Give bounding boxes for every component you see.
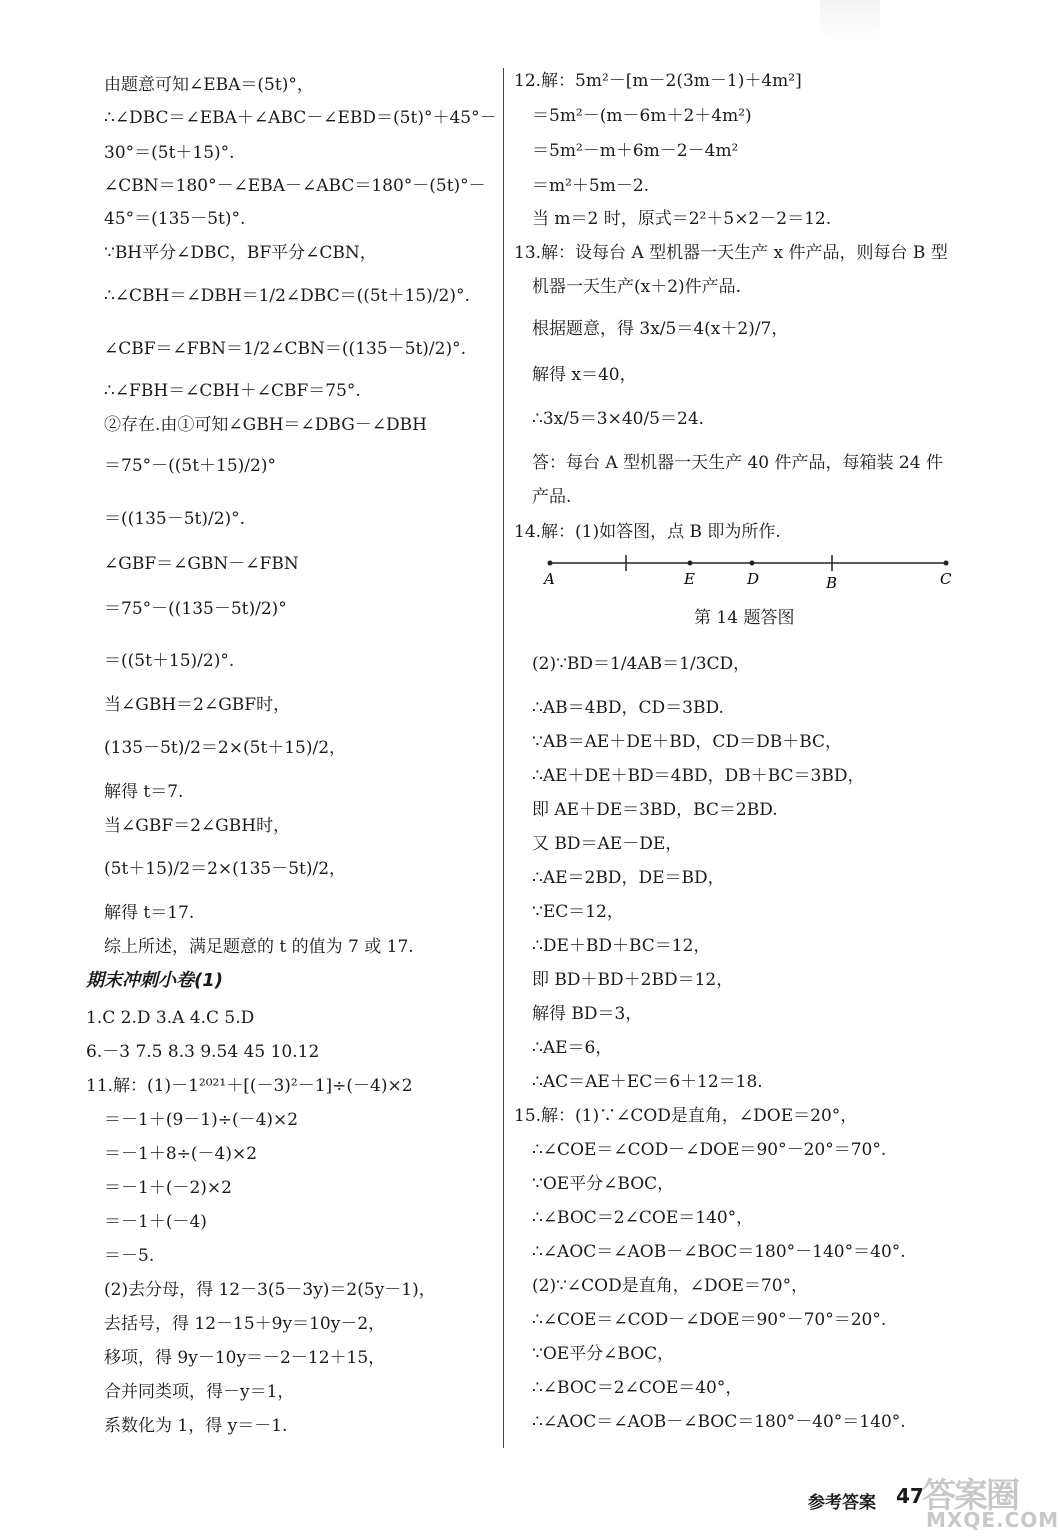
left-solution-line: 11.解：(1)－1²⁰²¹＋[(－3)²－1]÷(－4)×2: [86, 1076, 413, 1096]
right-solution-line: 解得 BD＝3，: [532, 1004, 643, 1024]
left-solution-line: ∴∠DBC＝∠EBA＋∠ABC－∠EBD＝(5t)°＋45°－: [104, 108, 497, 128]
right-solution-line: ∴AB＝4BD，CD＝3BD.: [532, 698, 724, 718]
left-solution-line: (135－5t)/2＝2×(5t＋15)/2，: [104, 738, 347, 758]
right-solution-line: 解得 x＝40，: [532, 365, 637, 385]
left-solution-line: ＝－1＋(－2)×2: [104, 1178, 232, 1198]
left-solution-line: ∴∠CBH＝∠DBH＝1/2∠DBC＝((5t＋15)/2)°.: [104, 286, 470, 306]
right-solution-line: 12.解：5m²－[m－2(3m－1)＋4m²]: [514, 71, 802, 91]
left-solution-line: 当∠GBF＝2∠GBH时，: [104, 816, 291, 836]
right-solution-line: 即 BD＋BD＋2BD＝12，: [532, 970, 734, 990]
left-solution-line: ＝－1＋(9－1)÷(－4)×2: [104, 1110, 299, 1130]
right-solution-line: 15.解：(1)∵∠COD是直角，∠DOE＝20°，: [514, 1106, 858, 1126]
right-solution-line: 答：每台 A 型机器一天生产 40 件产品，每箱装 24 件: [532, 453, 943, 473]
left-solution-line: (5t＋15)/2＝2×(135－5t)/2，: [104, 859, 347, 879]
left-solution-line: 移项，得 9y－10y＝－2－12＋15，: [104, 1348, 386, 1368]
right-solution-line: ＝5m²－m＋6m－2－4m²: [532, 141, 739, 161]
label-e: E: [684, 570, 695, 588]
left-solution-line: ∠CBN＝180°－∠EBA－∠ABC＝180°－(5t)°－: [104, 176, 486, 196]
right-solution-line: ∵OE平分∠BOC，: [532, 1344, 675, 1364]
right-solution-line: ∴AC＝AE＋EC＝6＋12＝18.: [532, 1072, 763, 1092]
right-solution-line: ∴AE＝6，: [532, 1038, 613, 1058]
left-solution-line: ②存在.由①可知∠GBH＝∠DBG－∠DBH: [104, 415, 427, 435]
segment-figure: [514, 540, 954, 610]
left-solution-line: 当∠GBH＝2∠GBF时，: [104, 695, 291, 715]
right-solution-line: (2)∵BD＝1/4AB＝1/3CD，: [532, 654, 751, 674]
right-solution-line: 机器一天生产(x＋2)件产品.: [532, 277, 742, 297]
right-solution-line: ∴∠AOC＝∠AOB－∠BOC＝180°－140°＝40°.: [532, 1242, 906, 1262]
point-a: [548, 561, 553, 566]
right-solution-line: 当 m＝2 时，原式＝2²＋5×2－2＝12.: [532, 209, 832, 229]
right-solution-line: ∵AB＝AE＋DE＋BD，CD＝DB＋BC，: [532, 732, 843, 752]
right-solution-line: ∴∠COE＝∠COD－∠DOE＝90°－70°＝20°.: [532, 1310, 887, 1330]
point-c: [944, 561, 949, 566]
watermark-logo-text: 答案圈: [922, 1476, 1018, 1516]
label-d: D: [747, 570, 760, 588]
point-d: [750, 561, 755, 566]
label-a: A: [544, 570, 555, 588]
right-solution-line: ∴AE＝2BD，DE＝BD，: [532, 868, 725, 888]
left-solution-line: ＝75°－((135－5t)/2)°: [104, 599, 287, 619]
watermark-url: MXQE.COM: [926, 1508, 1059, 1532]
left-solution-line: 45°＝(135－5t)°.: [104, 209, 246, 229]
right-solution-line: ∴DE＋BD＋BC＝12，: [532, 936, 711, 956]
left-solution-line: 由题意可知∠EBA＝(5t)°，: [104, 75, 314, 95]
right-solution-line: 产品.: [532, 487, 572, 507]
left-solution-line: 解得 t＝17.: [104, 903, 195, 923]
left-solution-line: 系数化为 1，得 y＝－1.: [104, 1416, 288, 1436]
left-solution-line: 去括号，得 12－15＋9y＝10y－2，: [104, 1314, 386, 1334]
watermark: [922, 1468, 1059, 1534]
figure-caption: 第 14 题答图: [694, 608, 795, 628]
right-solution-line: ∵EC＝12，: [532, 902, 624, 922]
left-solution-line: 解得 t＝7.: [104, 782, 184, 802]
right-solution-line: ∴AE＋DE＋BD＝4BD，DB＋BC＝3BD，: [532, 766, 865, 786]
left-solution-line: 6.－3 7.5 8.3 9.54 45 10.12: [86, 1042, 320, 1062]
right-solution-line: 13.解：设每台 A 型机器一天生产 x 件产品，则每台 B 型: [514, 243, 948, 263]
page-number: 47: [896, 1484, 924, 1508]
right-solution-line: ∴∠COE＝∠COD－∠DOE＝90°－20°＝70°.: [532, 1140, 887, 1160]
footer-label: 参考答案: [808, 1493, 876, 1513]
right-solution-line: 14.解：(1)如答图，点 B 即为所作.: [514, 522, 781, 542]
point-e: [688, 561, 693, 566]
left-solution-line: ∴∠FBH＝∠CBH＋∠CBF＝75°.: [104, 381, 361, 401]
left-solution-line: (2)去分母，得 12－3(5－3y)＝2(5y－1)，: [104, 1280, 436, 1300]
left-solution-line: ＝－5.: [104, 1246, 155, 1266]
left-solution-line: 1.C 2.D 3.A 4.C 5.D: [86, 1008, 255, 1028]
section-title: 期末冲刺小卷(1): [86, 970, 223, 991]
left-solution-line: 综上所述，满足题意的 t 的值为 7 或 17.: [104, 937, 414, 957]
right-solution-line: ∴3x/5＝3×40/5＝24.: [532, 409, 705, 429]
left-solution-line: ∵BH平分∠DBC，BF平分∠CBN，: [104, 243, 377, 263]
left-solution-line: ＝((5t＋15)/2)°.: [104, 651, 235, 671]
left-solution-line: 合并同类项，得－y＝1，: [104, 1382, 295, 1402]
left-solution-line: ∠GBF＝∠GBN－∠FBN: [104, 554, 299, 574]
label-b: B: [826, 574, 838, 592]
right-solution-line: ＝5m²－(m－6m＋2＋4m²): [532, 106, 752, 126]
left-solution-line: 30°＝(5t＋15)°.: [104, 143, 235, 163]
right-solution-line: ∴∠BOC＝2∠COE＝40°，: [532, 1378, 743, 1398]
scan-mark: [820, 0, 880, 42]
right-solution-line: 即 AE＋DE＝3BD，BC＝2BD.: [532, 800, 778, 820]
left-solution-line: ＝－1＋8÷(－4)×2: [104, 1144, 258, 1164]
right-solution-line: 又 BD＝AE－DE，: [532, 834, 683, 854]
left-solution-line: ∠CBF＝∠FBN＝1/2∠CBN＝((135－5t)/2)°.: [104, 339, 466, 359]
left-solution-line: ＝－1＋(－4): [104, 1212, 207, 1232]
label-c: C: [940, 570, 952, 588]
left-solution-line: ＝75°－((5t＋15)/2)°: [104, 456, 276, 476]
right-solution-line: ∴∠AOC＝∠AOB－∠BOC＝180°－40°＝140°.: [532, 1412, 906, 1432]
left-solution-line: ＝((135－5t)/2)°.: [104, 509, 246, 529]
column-divider: [503, 68, 504, 1448]
right-solution-line: (2)∵∠COD是直角，∠DOE＝70°，: [532, 1276, 809, 1296]
right-solution-line: 根据题意，得 3x/5＝4(x＋2)/7，: [532, 319, 789, 339]
right-solution-line: ＝m²＋5m－2.: [532, 176, 650, 196]
right-solution-line: ∵OE平分∠BOC，: [532, 1174, 675, 1194]
right-solution-line: ∴∠BOC＝2∠COE＝140°，: [532, 1208, 754, 1228]
